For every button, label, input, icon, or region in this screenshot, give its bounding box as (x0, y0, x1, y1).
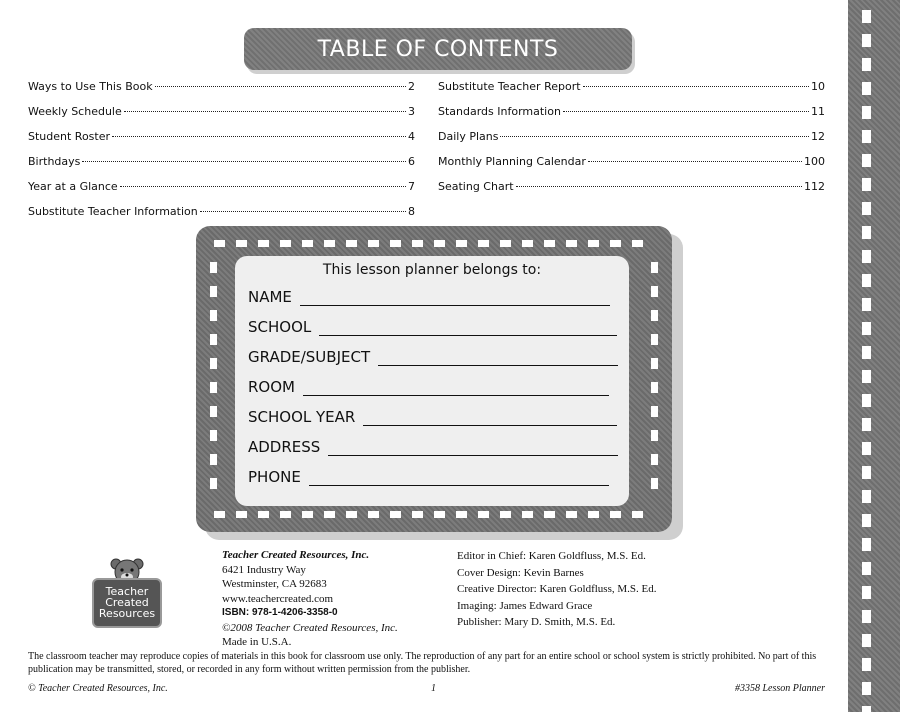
border-dash (346, 240, 357, 247)
border-dash (302, 511, 313, 518)
film-hole (862, 250, 871, 263)
toc-entry (28, 130, 415, 143)
logo-line: Created (105, 596, 149, 609)
logo-line: Resources (98, 607, 156, 620)
border-dash (500, 511, 511, 518)
dot-leader (516, 186, 802, 187)
publisher-logo (92, 556, 162, 628)
write-line (303, 394, 609, 396)
dot-leader (82, 161, 406, 162)
border-dash (280, 511, 291, 518)
film-hole (862, 394, 871, 407)
room-field[interactable] (248, 378, 609, 396)
toc-entry (28, 105, 415, 118)
toc-entry (438, 80, 825, 93)
film-hole (862, 274, 871, 287)
film-hole (862, 682, 871, 695)
film-hole (862, 562, 871, 575)
border-dash (214, 511, 225, 518)
toc-entry-page: 12 (811, 130, 825, 143)
border-dash (210, 382, 217, 393)
reproduction-notice: The classroom teacher may reproduce copies of materials in this book for classroom use only. The reproduction of any part for an entire school or school system is strictly prohibited. No part of this publication may be transmitted, stored, or recorded in any form without written permission from the publisher. (28, 651, 817, 675)
border-dash (651, 478, 658, 489)
write-line (378, 364, 618, 366)
border-dash (214, 240, 225, 247)
toc-entry (28, 180, 415, 193)
film-hole (862, 490, 871, 503)
field-label: GRADE/SUBJECT (248, 348, 371, 366)
toc-entry (28, 205, 415, 218)
film-hole (862, 586, 871, 599)
border-dash (651, 358, 658, 369)
border-dash (390, 240, 401, 247)
film-hole (862, 202, 871, 215)
page-number: 1 (431, 683, 436, 694)
logo-line: Teacher (105, 585, 149, 598)
border-dash (390, 511, 401, 518)
border-dash (210, 358, 217, 369)
toc-entry-title: Weekly Schedule (28, 105, 122, 118)
field-label: ADDRESS (248, 438, 321, 456)
toc-entry-page: 4 (408, 130, 415, 143)
planner-heading: This lesson planner belongs to: (322, 262, 542, 278)
border-dash (210, 478, 217, 489)
toc-entry (28, 155, 415, 168)
publisher-info (222, 548, 398, 650)
border-dash (566, 240, 577, 247)
credit-line: Imaging: James Edward Grace (457, 599, 593, 612)
border-dash (522, 240, 533, 247)
toc-entry-page: 100 (804, 155, 825, 168)
toc-entry-title: Seating Chart (438, 180, 514, 193)
toc-entry-title: Substitute Teacher Information (28, 205, 198, 218)
border-dash (346, 511, 357, 518)
border-dash (651, 454, 658, 465)
film-hole (862, 370, 871, 383)
border-dash (544, 240, 555, 247)
logo-text (92, 586, 162, 619)
toc-entry-page: 3 (408, 105, 415, 118)
border-dash (412, 240, 423, 247)
film-hole (862, 58, 871, 71)
field-label: NAME (248, 288, 292, 306)
border-dash (651, 334, 658, 345)
border-dash (210, 406, 217, 417)
border-dash (478, 511, 489, 518)
planner-card (235, 256, 629, 506)
border-dash (412, 511, 423, 518)
border-dash (258, 511, 269, 518)
toc-entry (438, 155, 825, 168)
write-line (300, 304, 610, 306)
border-dash (434, 511, 445, 518)
credit-line: Creative Director: Karen Goldfluss, M.S. Ed. (457, 583, 657, 595)
film-hole (862, 634, 871, 647)
border-dash (368, 511, 379, 518)
border-dash (210, 334, 217, 345)
border-dash (651, 430, 658, 441)
write-line (309, 484, 609, 486)
write-line (319, 334, 617, 336)
toc-entry-page: 6 (408, 155, 415, 168)
film-hole (862, 538, 871, 551)
toc-entry (438, 105, 825, 118)
toc-entry-page: 2 (408, 80, 415, 93)
border-dash (588, 240, 599, 247)
phone-field[interactable] (248, 468, 609, 486)
publisher-street: 6421 Industry Way (222, 563, 306, 576)
border-dash (632, 240, 643, 247)
toc-entry (28, 80, 415, 93)
border-dash (456, 240, 467, 247)
write-line (328, 454, 618, 456)
border-dash (210, 310, 217, 321)
dot-leader (124, 111, 406, 112)
film-hole (862, 106, 871, 119)
film-hole (862, 346, 871, 359)
film-hole (862, 10, 871, 23)
border-dash (478, 240, 489, 247)
border-dash (280, 240, 291, 247)
toc-entry-page: 7 (408, 180, 415, 193)
school-field[interactable] (248, 318, 617, 336)
field-label: PHONE (248, 468, 301, 486)
border-dash (236, 240, 247, 247)
film-strip-border (848, 0, 900, 712)
border-dash (610, 240, 621, 247)
credit-line: Publisher: Mary D. Smith, M.S. Ed. (457, 616, 616, 628)
border-dash (651, 310, 658, 321)
border-dash (210, 286, 217, 297)
border-dash (258, 240, 269, 247)
border-dash (610, 511, 621, 518)
film-hole (862, 82, 871, 95)
publisher-name: Teacher Created Resources, Inc. (222, 549, 370, 561)
film-hole (862, 178, 871, 191)
border-dash (210, 262, 217, 273)
border-dash (632, 511, 643, 518)
credit-line: Cover Design: Kevin Barnes (457, 566, 584, 579)
border-dash (651, 406, 658, 417)
border-dash (324, 511, 335, 518)
film-hole (862, 610, 871, 623)
film-hole (862, 322, 871, 335)
border-dash (210, 454, 217, 465)
toc-entry-page: 112 (804, 180, 825, 193)
border-dash (434, 240, 445, 247)
school-year-field[interactable] (248, 408, 617, 426)
film-hole (862, 226, 871, 239)
dot-leader (563, 111, 809, 112)
publisher-website: www.teachercreated.com (222, 592, 334, 605)
film-hole (862, 154, 871, 167)
film-hole (862, 130, 871, 143)
border-dash (500, 240, 511, 247)
footer-left: © Teacher Created Resources, Inc. (28, 683, 168, 694)
grade-subject-field[interactable] (248, 348, 618, 366)
copyright: ©2008 Teacher Created Resources, Inc. (222, 621, 398, 634)
address-field[interactable] (248, 438, 618, 456)
film-hole (862, 658, 871, 671)
border-dash (522, 511, 533, 518)
border-dash (302, 240, 313, 247)
dot-leader (588, 161, 802, 162)
border-dash (236, 511, 247, 518)
border-dash (544, 511, 555, 518)
toc-entry-title: Standards Information (438, 105, 561, 118)
toc-entry (438, 180, 825, 193)
film-hole (862, 34, 871, 47)
toc-entry-page: 10 (811, 80, 825, 93)
dot-leader (200, 211, 406, 212)
field-label: ROOM (248, 378, 295, 396)
film-hole (862, 298, 871, 311)
border-dash (588, 511, 599, 518)
toc-entry-title: Ways to Use This Book (28, 80, 153, 93)
toc-entry (438, 130, 825, 143)
field-label: SCHOOL YEAR (248, 408, 356, 426)
name-field[interactable] (248, 288, 610, 306)
film-hole (862, 514, 871, 527)
dot-leader (155, 86, 406, 87)
made-in: Made in U.S.A. (222, 636, 292, 648)
border-dash (651, 262, 658, 273)
field-label: SCHOOL (248, 318, 312, 336)
film-hole (862, 466, 871, 479)
border-dash (651, 286, 658, 297)
title-banner (244, 28, 632, 70)
toc-entry-title: Daily Plans (438, 130, 499, 143)
credit-line: Editor in Chief: Karen Goldfluss, M.S. Ed. (457, 550, 646, 562)
write-line (363, 424, 617, 426)
border-dash (456, 511, 467, 518)
border-dash (368, 240, 379, 247)
footer-right: #3358 Lesson Planner (735, 683, 825, 694)
toc-entry-title: Birthdays (28, 155, 81, 168)
film-hole (862, 442, 871, 455)
film-hole (862, 706, 871, 719)
film-hole (862, 418, 871, 431)
publisher-city: Westminster, CA 92683 (222, 578, 327, 590)
dot-leader (500, 136, 809, 137)
border-dash (210, 430, 217, 441)
toc-entry-page: 11 (811, 105, 825, 118)
dot-leader (112, 136, 406, 137)
page-title: TABLE OF CONTENTS (317, 36, 559, 62)
toc-entry-title: Year at a Glance (28, 180, 118, 193)
dot-leader (583, 86, 809, 87)
border-dash (566, 511, 577, 518)
toc-entry-page: 8 (408, 205, 415, 218)
toc-entry-title: Substitute Teacher Report (438, 80, 581, 93)
isbn: ISBN: 978-1-4206-3358-0 (222, 607, 338, 618)
toc-entry-title: Monthly Planning Calendar (438, 155, 586, 168)
border-dash (651, 382, 658, 393)
border-dash (324, 240, 335, 247)
credits (457, 548, 656, 631)
toc-entry-title: Student Roster (28, 130, 111, 143)
dot-leader (120, 186, 406, 187)
